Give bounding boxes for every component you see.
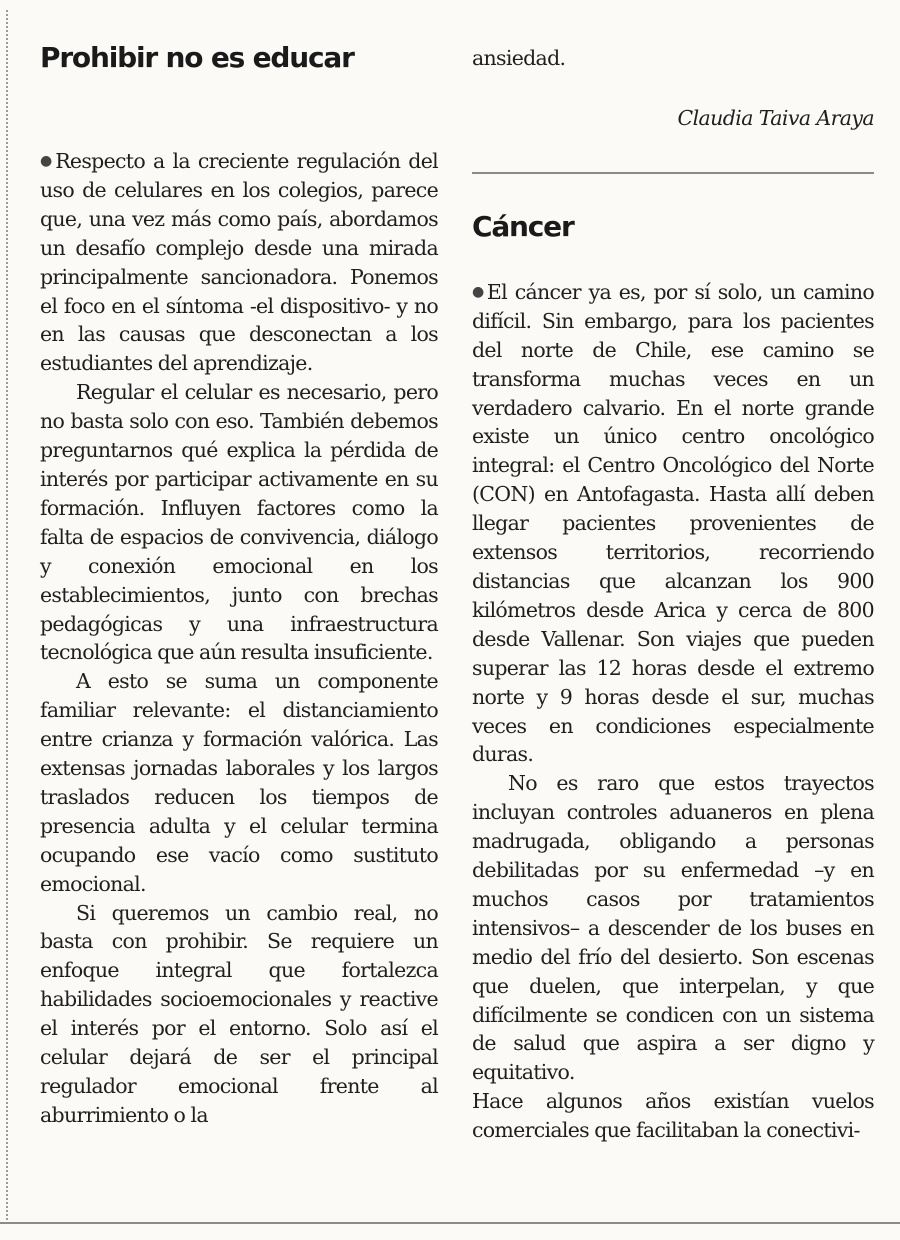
letter-paragraph: Regular el celular es necesario, pero no basta solo con eso. También debemos preguntarnos qué explica la pérdida de interés por participar activamente en su formación. Influyen factores como la falta de espacios de convivencia, diálogo y conexión emocional en los establecimientos, junto con brechas pedagógicas y una infraestructura tecnológica que aún resulta insuficiente. — [40, 380, 438, 665]
letter-continuation: ansiedad. — [472, 46, 566, 70]
left-column — [40, 0, 438, 1130]
bottom-rule — [0, 1222, 900, 1224]
letter-title: Cáncer — [472, 209, 574, 243]
letter-title: Prohibir no es educar — [40, 41, 354, 74]
letter-paragraph: Hace algunos años existían vuelos comerciales que facilitaban la conectivi- — [472, 1089, 874, 1143]
letter-separator — [472, 172, 874, 174]
left-margin-rule — [6, 10, 8, 1220]
letter-paragraph: ●Respecto a la creciente regulación del uso de celulares en los colegios, parece que, una vez más como país, abordamos un desafío complejo desde una mirada principalmente sancionadora. Ponemos el foco en el síntoma -el dispositivo- y no en las causas que desconectan a los estudiantes del aprendizaje. — [40, 149, 438, 376]
letter-paragraph: A esto se suma un componente familiar relevante: el distanciamiento entre crianza y formación valórica. Las extensas jornadas laborales y los largos traslados reducen los tiempos de presencia adulta y el celular termina ocupando ese vacío como sustituto emocional. — [40, 669, 438, 896]
letter-paragraph: ●El cáncer ya es, por sí solo, un camino difícil. Sin embargo, para los pacientes del norte de Chile, ese camino se transforma muchas veces en un verdadero calvario. En el norte grande existe un único centro oncológico integral: el Centro Oncológico del Norte (CON) en Antofagasta. Hasta allí deben llegar pacientes provenientes de extensos territorios, recorriendo distancias que alcanzan los 900 kilómetros desde Arica y cerca de 800 desde Vallenar. Son viajes que pueden superar las 12 horas desde el extremo norte y 9 horas desde el sur, muchas veces en condiciones especialmente duras. — [472, 279, 874, 767]
letter-signature: Claudia Taiva Araya — [677, 105, 874, 130]
right-column — [472, 0, 874, 1145]
letter-paragraph: No es raro que estos trayectos incluyan controles aduaneros en plena madrugada, obligando a personas debilitadas por su enfermedad –y en muchos casos por tratamientos intensivos– a descender de los buses en medio del frío del desierto. Son escenas que duelen, que interpelan, y que difícilmente se condicen con un sistema de salud que aspira a ser digno y equitativo. — [472, 771, 874, 1085]
letter-paragraph: Si queremos un cambio real, no basta con prohibir. Se requiere un enfoque integral que fortalezca habilidades socioemocionales y reactive el interés por el entorno. Solo así el celular dejará de ser el principal regulador emocional frente al aburrimiento o la — [40, 900, 438, 1127]
bullet-icon: ● — [472, 283, 486, 300]
bullet-icon: ● — [40, 153, 55, 169]
